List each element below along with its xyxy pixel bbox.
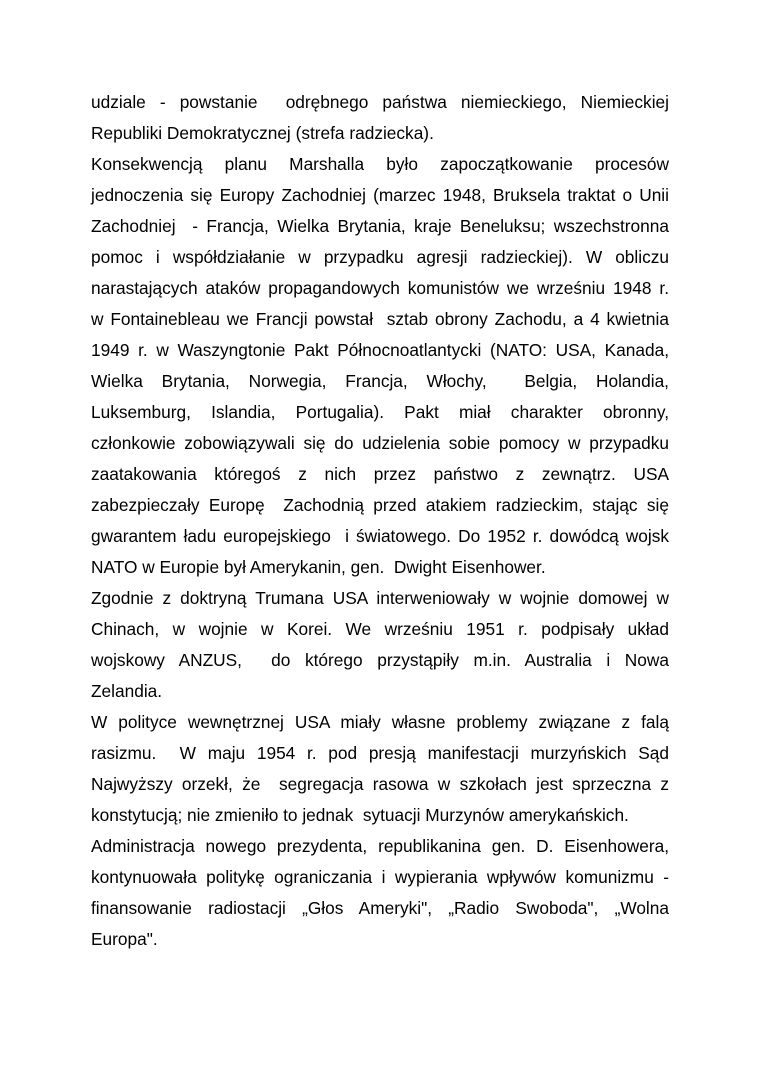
paragraph-5 [91, 831, 669, 955]
text-line: rasizmu. W maju 1954 r. pod presją manifestacji murzyńskich Sąd [91, 743, 669, 763]
text-line: w Fontainebleau we Francji powstał sztab obrony Zachodu, a 4 kwietnia [91, 309, 669, 329]
text-line: NATO w Europie był Amerykanin, gen. Dwight Eisenhower. [91, 557, 546, 577]
paragraph-2 [91, 149, 669, 583]
text-line: Zgodnie z doktryną Trumana USA interweniowały w wojnie domowej w [91, 588, 669, 608]
text-line: udziale - powstanie odrębnego państwa niemieckiego, Niemieckiej [91, 92, 669, 112]
text-line: 1949 r. w Waszyngtonie Pakt Północnoatlantycki (NATO: USA, Kanada, [91, 340, 669, 360]
text-line: Wielka Brytania, Norwegia, Francja, Włochy, Belgia, Holandia, [91, 371, 669, 391]
text-line: zaatakowania któregoś z nich przez państwo z zewnątrz. USA [91, 464, 669, 484]
text-line: Republiki Demokratycznej (strefa radziecka). [91, 123, 434, 143]
text-line: Luksemburg, Islandia, Portugalia). Pakt miał charakter obronny, [91, 402, 669, 422]
text-line: Administracja nowego prezydenta, republikanina gen. D. Eisenhowera, [91, 836, 669, 856]
body-text [91, 87, 669, 955]
text-line: Najwyższy orzekł, że segregacja rasowa w szkołach jest sprzeczna z [91, 774, 669, 794]
text-line: W polityce wewnętrznej USA miały własne problemy związane z falą [91, 712, 669, 732]
text-line: jednoczenia się Europy Zachodniej (marzec 1948, Bruksela traktat o Unii [91, 185, 669, 205]
text-line: członkowie zobowiązywali się do udzielenia sobie pomocy w przypadku [91, 433, 669, 453]
paragraph-4 [91, 707, 669, 831]
text-line: Zachodniej - Francja, Wielka Brytania, kraje Beneluksu; wszechstronna [91, 216, 669, 236]
text-line: konstytucją; nie zmieniło to jednak sytuacji Murzynów amerykańskich. [91, 805, 629, 825]
text-line: Chinach, w wojnie w Korei. We wrześniu 1951 r. podpisały układ [91, 619, 669, 639]
text-line: Konsekwencją planu Marshalla było zapoczątkowanie procesów [91, 154, 669, 174]
paragraph-1 [91, 87, 669, 149]
text-line: kontynuowała politykę ograniczania i wypierania wpływów komunizmu - [91, 867, 669, 887]
text-line: Europa". [91, 929, 158, 949]
text-line: narastających ataków propagandowych komunistów we wrześniu 1948 r. [91, 278, 669, 298]
text-line: zabezpieczały Europę Zachodnią przed atakiem radzieckim, stając się [91, 495, 669, 515]
text-line: wojskowy ANZUS, do którego przystąpiły m.in. Australia i Nowa [91, 650, 669, 670]
text-line: gwarantem ładu europejskiego i światowego. Do 1952 r. dowódcą wojsk [91, 526, 669, 546]
paragraph-3 [91, 583, 669, 707]
text-line: pomoc i współdziałanie w przypadku agresji radzieckiej). W obliczu [91, 247, 669, 267]
text-line: finansowanie radiostacji „Głos Ameryki", „Radio Swoboda", „Wolna [91, 898, 669, 918]
text-line: Zelandia. [91, 681, 163, 701]
